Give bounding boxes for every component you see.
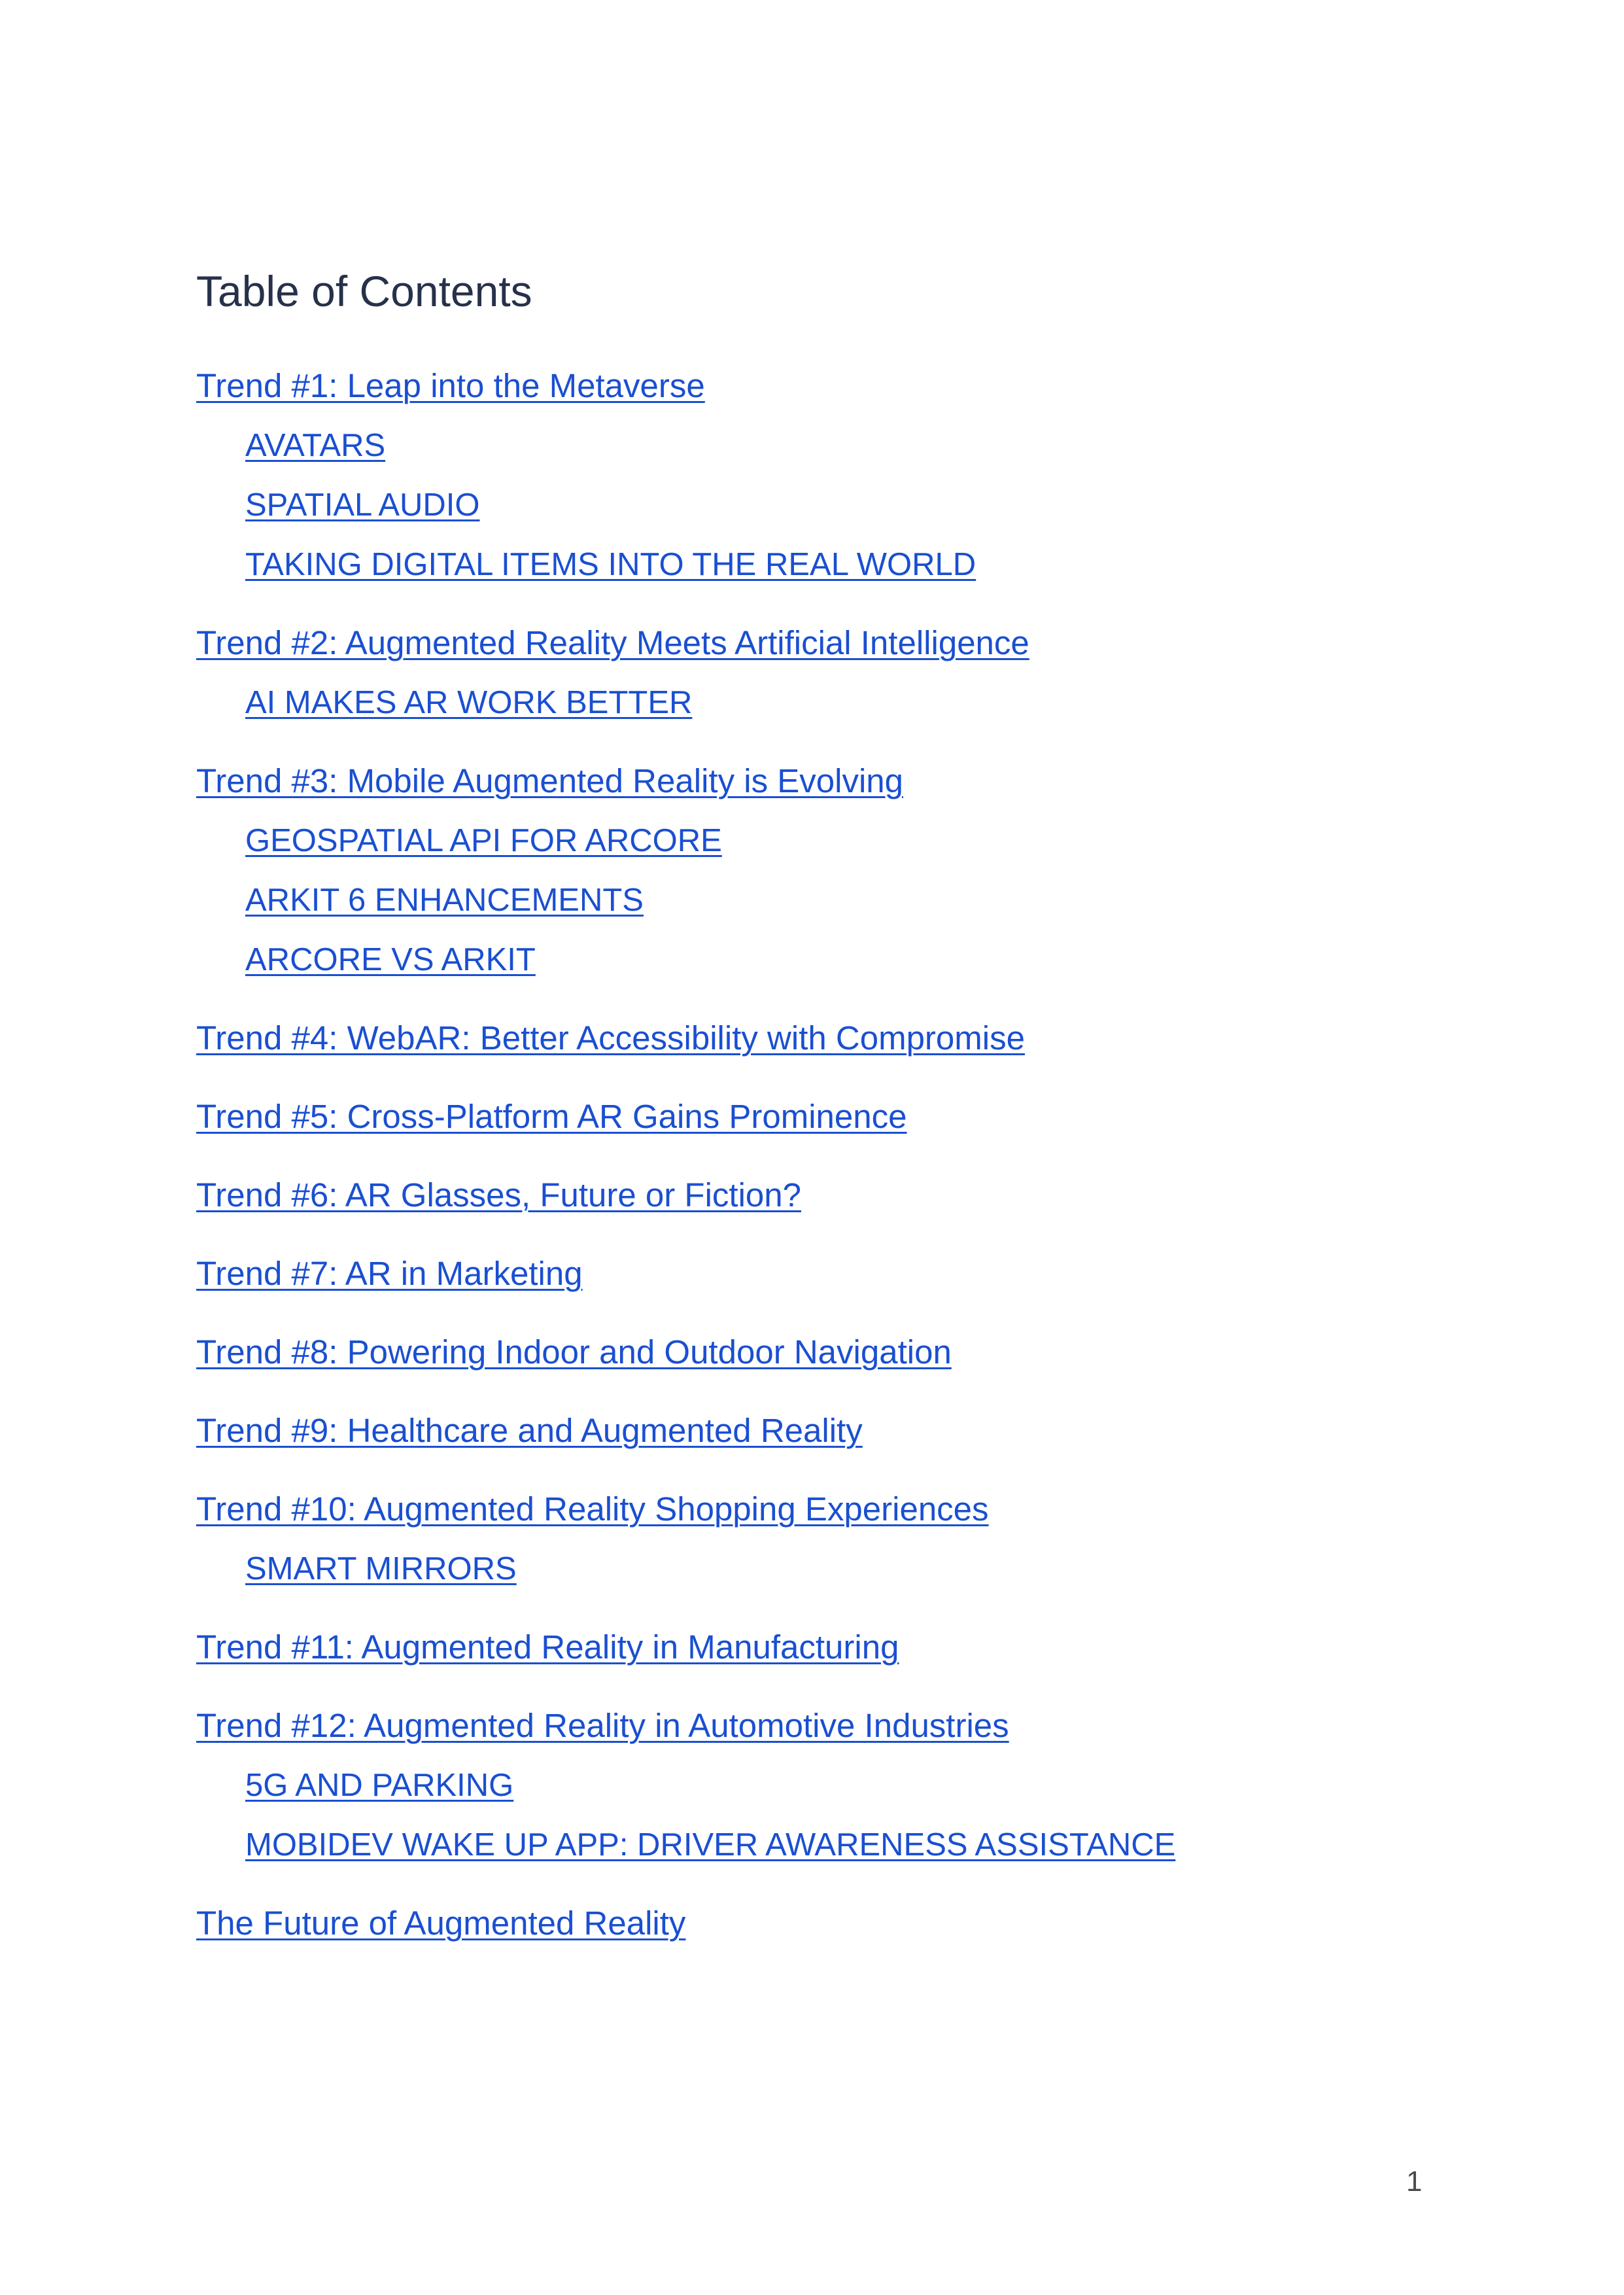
toc-link[interactable]: 5G AND PARKING [245,1768,514,1803]
toc-link[interactable]: Trend #5: Cross-Platform AR Gains Prominence [196,1098,907,1135]
toc-link[interactable]: ARCORE VS ARKIT [245,942,536,977]
page-number: 1 [1406,2165,1423,2198]
toc-item-trend-7 [196,1251,1439,1297]
toc-link[interactable]: Trend #11: Augmented Reality in Manufacturing [196,1628,899,1666]
toc-link[interactable]: ARKIT 6 ENHANCEMENTS [245,883,644,918]
toc-link[interactable]: Trend #7: AR in Marketing [196,1255,583,1292]
toc-subitem-digital-items [196,542,1439,587]
toc-link[interactable]: Trend #12: Augmented Reality in Automotive Industries [196,1707,1009,1744]
toc-subitem-spatial-audio [196,482,1439,528]
toc-link[interactable]: MOBIDEV WAKE UP APP: DRIVER AWARENESS ASSISTANCE [245,1827,1176,1863]
toc-subitem-arcore-vs-arkit [196,937,1439,983]
toc-link[interactable]: Trend #2: Augmented Reality Meets Artificial Intelligence [196,624,1029,661]
toc-item-trend-3 [196,758,1439,804]
toc-link[interactable]: SPATIAL AUDIO [245,487,480,523]
toc-item-trend-1 [196,363,1439,409]
toc-item-trend-2 [196,620,1439,666]
toc-subitem-ai-makes-ar [196,680,1439,726]
toc-link[interactable]: Trend #6: AR Glasses, Future or Fiction? [196,1176,801,1214]
table-of-contents [196,363,1439,1946]
toc-item-trend-9 [196,1408,1439,1454]
toc-link[interactable]: The Future of Augmented Reality [196,1904,686,1942]
toc-item-trend-12 [196,1703,1439,1749]
toc-subitem-smart-mirrors [196,1546,1439,1592]
toc-link[interactable]: Trend #10: Augmented Reality Shopping Experiences [196,1490,989,1528]
toc-subitem-arkit-6 [196,877,1439,923]
toc-item-trend-4 [196,1015,1439,1061]
toc-link[interactable]: AVATARS [245,428,386,463]
toc-item-trend-8 [196,1329,1439,1375]
toc-subitem-wake-up-app [196,1822,1439,1868]
toc-item-trend-11 [196,1624,1439,1670]
toc-link[interactable]: GEOSPATIAL API FOR ARCORE [245,823,722,858]
toc-subitem-avatars [196,423,1439,468]
toc-link[interactable]: Trend #3: Mobile Augmented Reality is Evolving [196,762,904,799]
page-title: Table of Contents [196,267,532,315]
toc-link[interactable]: TAKING DIGITAL ITEMS INTO THE REAL WORLD [245,547,976,582]
toc-link[interactable]: AI MAKES AR WORK BETTER [245,685,693,720]
toc-subitem-geospatial-api [196,818,1439,864]
toc-link[interactable]: Trend #9: Healthcare and Augmented Reality [196,1412,863,1449]
toc-subitem-5g-parking [196,1762,1439,1808]
toc-item-trend-6 [196,1172,1439,1218]
toc-link[interactable]: SMART MIRRORS [245,1551,517,1586]
toc-item-future-of-ar [196,1901,1439,1946]
toc-link[interactable]: Trend #1: Leap into the Metaverse [196,367,705,404]
toc-item-trend-5 [196,1094,1439,1140]
toc-link[interactable]: Trend #4: WebAR: Better Accessibility with Compromise [196,1019,1025,1057]
toc-link[interactable]: Trend #8: Powering Indoor and Outdoor Navigation [196,1333,952,1371]
toc-item-trend-10 [196,1486,1439,1532]
